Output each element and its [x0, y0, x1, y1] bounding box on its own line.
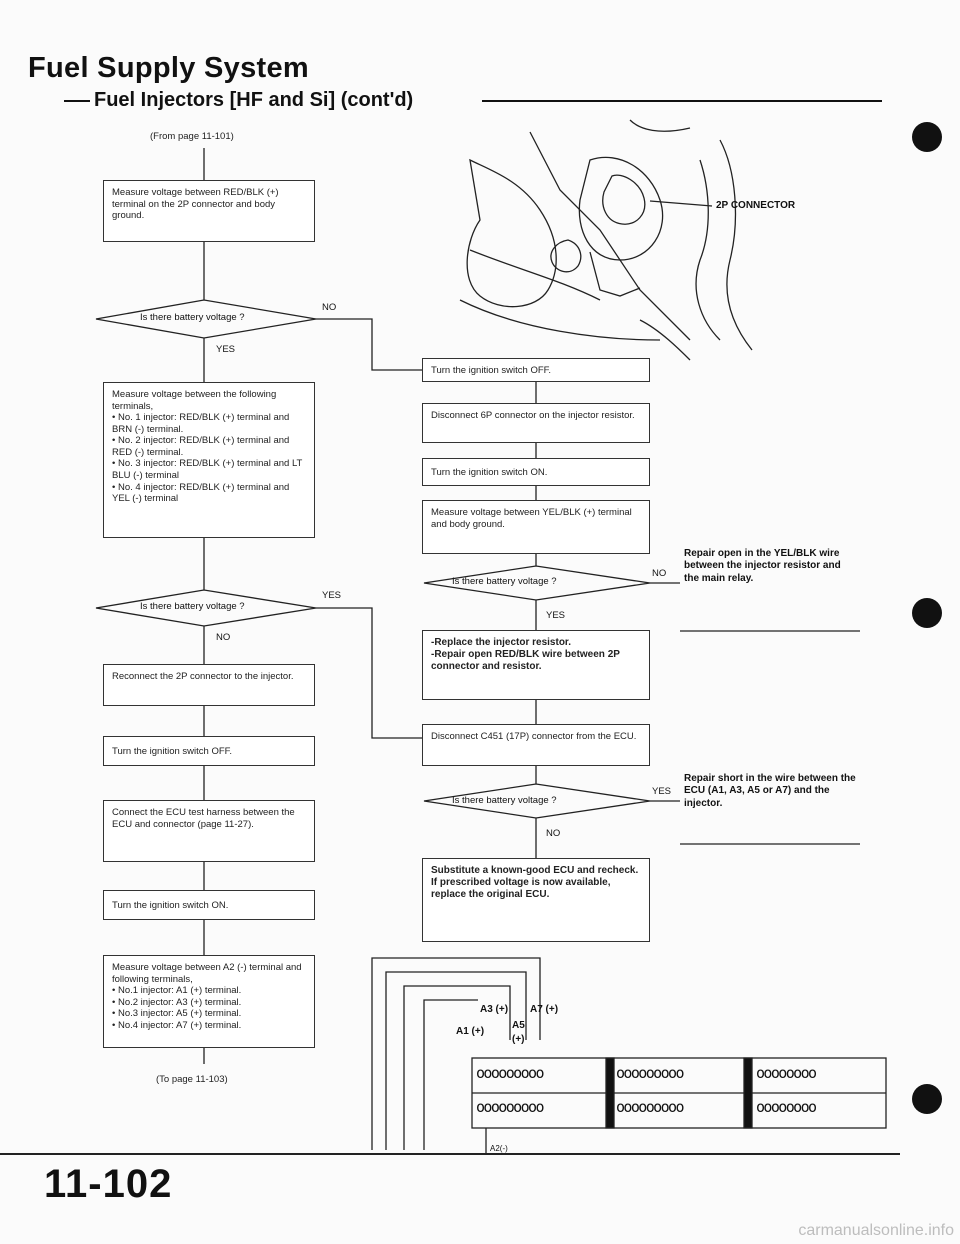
step7-item: • No.4 injector: A7 (+) terminal.: [112, 1019, 242, 1031]
pin-label-a7: A7 (+): [530, 1004, 559, 1015]
page-number: 11-102: [44, 1162, 173, 1206]
ecu-pins-top-2: ooooooooo: [616, 1064, 683, 1082]
rq2-no-label: NO: [546, 828, 561, 839]
pin-label-a5-sign: (+): [512, 1034, 525, 1045]
step-measure-2p-voltage: Measure voltage between RED/BLK (+) terminal on the 2P connector and body ground.: [103, 180, 315, 242]
pin-label-a5: A5: [512, 1020, 525, 1031]
step-r-measure-yel-blk: Measure voltage between YEL/BLK (+) terminal and body ground.: [422, 500, 650, 554]
binding-hole-mark: [912, 122, 942, 152]
binding-hole-mark: [912, 598, 942, 628]
binding-hole-mark: [912, 1084, 942, 1114]
step2-item: • No. 3 injector: RED/BLK (+) terminal and LT BLU (-) terminal: [112, 458, 303, 482]
question-battery-voltage-2: Is there battery voltage ?: [140, 601, 245, 612]
step-ignition-off: Turn the ignition switch OFF.: [103, 736, 315, 766]
q2-yes-label: YES: [322, 590, 342, 601]
pin-label-a2: A2(-): [490, 1144, 508, 1153]
rq1-no-label: NO: [652, 568, 667, 579]
page-title: Fuel Supply System: [28, 52, 309, 84]
step-ignition-on: Turn the ignition switch ON.: [103, 890, 315, 920]
step2-item: • No. 1 injector: RED/BLK (+) terminal and BRN (-) terminal.: [112, 412, 290, 435]
step-r-disconnect-c451: Disconnect C451 (17P) connector from the ECU.: [422, 724, 650, 766]
ecu-pins-top-1: ooooooooo: [476, 1064, 543, 1082]
ecu-pins-top-3: oooooooo: [756, 1064, 816, 1082]
question-battery-voltage-r2: Is there battery voltage ?: [452, 795, 557, 806]
q1-yes-label: YES: [216, 344, 236, 355]
ecu-pins-bottom-3: oooooooo: [756, 1098, 816, 1116]
q2-no-label: NO: [216, 632, 231, 643]
step-measure-injector-terminals: [103, 382, 315, 538]
step-r-substitute-ecu: Substitute a known-good ECU and recheck. If prescribed voltage is now available, replace the original ECU.: [422, 858, 650, 942]
q1-no-label: NO: [322, 302, 337, 313]
pin-label-a1: A1 (+): [456, 1026, 485, 1037]
question-battery-voltage-r1: Is there battery voltage ?: [452, 576, 557, 587]
bottom-rule: [0, 1153, 900, 1155]
step7-item: • No.1 injector: A1 (+) terminal.: [112, 985, 242, 997]
ecu-pins-bottom-1: ooooooooo: [476, 1098, 543, 1116]
section-subtitle: Fuel Injectors [HF and Si] (cont'd): [94, 89, 414, 111]
from-page-note: (From page 11-101): [150, 131, 234, 142]
ecu-pins-bottom-2: ooooooooo: [616, 1098, 683, 1116]
question-battery-voltage-1: Is there battery voltage ?: [140, 312, 245, 323]
step2-item: • No. 4 injector: RED/BLK (+) terminal and YEL (-) terminal: [112, 481, 290, 505]
step-r-replace-resistor: [422, 630, 650, 700]
pin-label-a3: A3 (+): [480, 1004, 509, 1015]
step-connect-ecu-harness: Connect the ECU test harness between the ECU and connector (page 11-27).: [103, 800, 315, 862]
to-page-note: (To page 11-103): [156, 1074, 228, 1085]
rq2-yes-label: YES: [652, 786, 672, 797]
repair-open-yel-blk: Repair open in the YEL/BLK wire between the injector resistor and the main relay.: [684, 548, 841, 584]
step-reconnect-2p: Reconnect the 2P connector to the injector.: [103, 664, 315, 706]
step-r-ignition-on: Turn the ignition switch ON.: [422, 458, 650, 486]
step7-item: • No.3 injector: A5 (+) terminal.: [112, 1008, 242, 1020]
repair-short-ecu-wire: Repair short in the wire between the ECU (A1, A3, A5 or A7) and the injector.: [684, 773, 856, 809]
replace-resistor-line: -Replace the injector resistor.: [431, 637, 572, 648]
footer-watermark[interactable]: carmanualsonline.info: [798, 1222, 954, 1239]
repair-open-red-blk-line: -Repair open RED/BLK wire between 2P connector and resistor.: [431, 649, 620, 673]
step2-intro: Measure voltage between the following terminals,: [112, 389, 277, 412]
step7-intro: Measure voltage between A2 (-) terminal and following terminals,: [112, 962, 302, 985]
step-r-ignition-off: Turn the ignition switch OFF.: [422, 358, 650, 382]
rq1-yes-label: YES: [546, 610, 566, 621]
step-measure-ecu-terminals: [103, 955, 315, 1048]
step2-item: • No. 2 injector: RED/BLK (+) terminal and RED (-) terminal.: [112, 435, 290, 458]
connector-label: 2P CONNECTOR: [716, 200, 796, 211]
step7-item: • No.2 injector: A3 (+) terminal.: [112, 996, 242, 1008]
step-r-disconnect-6p: Disconnect 6P connector on the injector resistor.: [422, 403, 650, 443]
